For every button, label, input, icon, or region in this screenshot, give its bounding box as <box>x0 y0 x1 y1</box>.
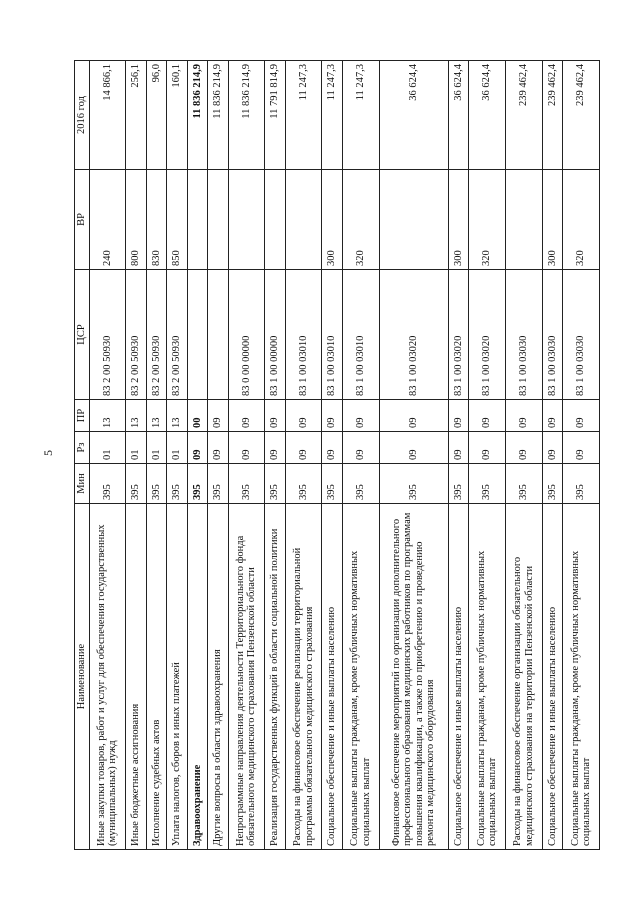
cell-csr: 83 1 00 03010 <box>322 270 342 400</box>
cell-pr: 09 <box>322 400 342 432</box>
header-name: Наименование <box>75 504 90 850</box>
cell-rz: 09 <box>342 432 379 464</box>
cell-csr: 83 1 00 03020 <box>379 270 448 400</box>
cell-csr: 83 1 00 03030 <box>542 270 562 400</box>
cell-rz: 09 <box>563 432 600 464</box>
header-min: Мин <box>75 464 90 504</box>
table-row <box>167 61 187 850</box>
cell-name: Социальное обеспечение и иные выплаты населению <box>448 504 468 850</box>
cell-pr: 13 <box>89 400 126 432</box>
header-year: 2016 год <box>75 61 90 170</box>
cell-amount: 36 624,4 <box>379 61 448 170</box>
cell-amount: 256,1 <box>126 61 146 170</box>
cell-rz: 01 <box>146 432 166 464</box>
cell-vr: 320 <box>342 170 379 270</box>
cell-pr: 09 <box>448 400 468 432</box>
cell-csr <box>187 270 207 400</box>
cell-min: 395 <box>448 464 468 504</box>
cell-pr: 00 <box>187 400 207 432</box>
cell-csr: 83 2 00 50930 <box>167 270 187 400</box>
cell-name: Уплата налогов, сборов и иных платежей <box>167 504 187 850</box>
table-row <box>322 61 342 850</box>
table-row <box>208 61 228 850</box>
cell-name: Иные закупки товаров, работ и услуг для обеспечения государственных (муниципальных) нужд <box>89 504 126 850</box>
cell-vr <box>208 170 228 270</box>
cell-amount: 239 462,4 <box>542 61 562 170</box>
cell-pr: 13 <box>126 400 146 432</box>
cell-name: Финансовое обеспечение мероприятий по организации дополнительного профессионального образования медицинских работников по программам повышения квалификации, а также по приобретению и проведению ремонта медицинского оборудования <box>379 504 448 850</box>
cell-csr: 83 1 00 03030 <box>505 270 542 400</box>
header-pr: ПР <box>75 400 90 432</box>
cell-min: 395 <box>505 464 542 504</box>
table-row <box>469 61 506 850</box>
cell-pr: 13 <box>167 400 187 432</box>
header-rz: Рз <box>75 432 90 464</box>
cell-name: Иные бюджетные ассигнования <box>126 504 146 850</box>
cell-amount: 11 836 214,9 <box>187 61 207 170</box>
table-row <box>542 61 562 850</box>
cell-name: Другие вопросы в области здравоохранения <box>208 504 228 850</box>
cell-name: Социальные выплаты гражданам, кроме публичных нормативных социальных выплат <box>342 504 379 850</box>
cell-vr: 320 <box>469 170 506 270</box>
cell-amount: 239 462,4 <box>505 61 542 170</box>
cell-min: 395 <box>167 464 187 504</box>
cell-pr: 09 <box>505 400 542 432</box>
cell-min: 395 <box>208 464 228 504</box>
table-row <box>228 61 265 850</box>
cell-name: Реализация государственных функций в области социальной политики <box>265 504 285 850</box>
cell-csr: 83 2 00 50930 <box>126 270 146 400</box>
table-row <box>187 61 207 850</box>
cell-min: 395 <box>342 464 379 504</box>
cell-pr: 09 <box>265 400 285 432</box>
cell-rz: 09 <box>208 432 228 464</box>
cell-amount: 11 247,3 <box>322 61 342 170</box>
cell-min: 395 <box>146 464 166 504</box>
cell-rz: 09 <box>265 432 285 464</box>
table-row <box>285 61 322 850</box>
cell-pr: 13 <box>146 400 166 432</box>
cell-name: Социальное обеспечение и иные выплаты населению <box>322 504 342 850</box>
cell-vr: 800 <box>126 170 146 270</box>
cell-name: Социальное обеспечение и иные выплаты населению <box>542 504 562 850</box>
cell-min: 395 <box>187 464 207 504</box>
cell-min: 395 <box>469 464 506 504</box>
cell-vr <box>285 170 322 270</box>
cell-min: 395 <box>285 464 322 504</box>
cell-amount: 36 624,4 <box>469 61 506 170</box>
cell-pr: 09 <box>542 400 562 432</box>
cell-vr: 830 <box>146 170 166 270</box>
table-row <box>563 61 600 850</box>
table-row <box>146 61 166 850</box>
cell-amount: 14 866,1 <box>89 61 126 170</box>
cell-pr: 09 <box>563 400 600 432</box>
cell-vr: 300 <box>322 170 342 270</box>
cell-min: 395 <box>126 464 146 504</box>
cell-vr: 240 <box>89 170 126 270</box>
cell-min: 395 <box>379 464 448 504</box>
cell-min: 395 <box>563 464 600 504</box>
cell-rz: 09 <box>187 432 207 464</box>
header-vr: ВР <box>75 170 90 270</box>
cell-rz: 01 <box>167 432 187 464</box>
cell-min: 395 <box>265 464 285 504</box>
cell-vr <box>379 170 448 270</box>
page-number: 5 <box>41 450 55 456</box>
cell-csr: 83 1 00 03030 <box>563 270 600 400</box>
cell-rz: 09 <box>448 432 468 464</box>
table-row <box>265 61 285 850</box>
cell-rz: 09 <box>379 432 448 464</box>
cell-rz: 01 <box>126 432 146 464</box>
cell-min: 395 <box>322 464 342 504</box>
cell-vr <box>228 170 265 270</box>
cell-name: Социальные выплаты гражданам, кроме публичных нормативных социальных выплат <box>563 504 600 850</box>
cell-rz: 09 <box>285 432 322 464</box>
cell-rz: 09 <box>542 432 562 464</box>
table-row <box>379 61 448 850</box>
cell-min: 395 <box>542 464 562 504</box>
cell-vr <box>187 170 207 270</box>
cell-name: Непрограммные направления деятельности Территориального фонда обязательного медицинского страхования Пензенской области <box>228 504 265 850</box>
cell-amount: 11 247,3 <box>285 61 322 170</box>
cell-amount: 11 836 214,9 <box>228 61 265 170</box>
cell-pr: 09 <box>342 400 379 432</box>
cell-csr: 83 1 00 00000 <box>265 270 285 400</box>
cell-vr: 850 <box>167 170 187 270</box>
cell-pr: 09 <box>379 400 448 432</box>
cell-vr <box>505 170 542 270</box>
cell-vr <box>265 170 285 270</box>
cell-min: 395 <box>228 464 265 504</box>
cell-csr: 83 1 00 03020 <box>448 270 468 400</box>
cell-name: Расходы на финансовое обеспечение реализации территориальной программы обязательного медицинского страхования <box>285 504 322 850</box>
cell-min: 395 <box>89 464 126 504</box>
cell-vr: 300 <box>448 170 468 270</box>
cell-amount: 239 462,4 <box>563 61 600 170</box>
header-row <box>75 61 90 850</box>
table-row <box>505 61 542 850</box>
budget-table <box>74 60 600 850</box>
cell-csr: 83 0 00 00000 <box>228 270 265 400</box>
cell-pr: 09 <box>228 400 265 432</box>
table-body <box>89 61 600 850</box>
cell-vr: 320 <box>563 170 600 270</box>
cell-csr: 83 1 00 03020 <box>469 270 506 400</box>
rotated-table-frame <box>74 61 600 850</box>
cell-pr: 09 <box>469 400 506 432</box>
table-row <box>126 61 146 850</box>
cell-amount: 96,0 <box>146 61 166 170</box>
cell-rz: 09 <box>469 432 506 464</box>
cell-pr: 09 <box>208 400 228 432</box>
header-csr: ЦСР <box>75 270 90 400</box>
cell-csr: 83 2 00 50930 <box>146 270 166 400</box>
cell-rz: 09 <box>505 432 542 464</box>
cell-csr: 83 1 00 03010 <box>285 270 322 400</box>
cell-amount: 36 624,4 <box>448 61 468 170</box>
cell-name: Исполнение судебных актов <box>146 504 166 850</box>
budget-table-container <box>74 61 600 850</box>
cell-amount: 160,1 <box>167 61 187 170</box>
cell-name: Здравоохранение <box>187 504 207 850</box>
table-row <box>342 61 379 850</box>
cell-rz: 09 <box>322 432 342 464</box>
cell-name: Расходы на финансовое обеспечение организации обязательного медицинского страхования на территории Пензенской области <box>505 504 542 850</box>
cell-rz: 09 <box>228 432 265 464</box>
table-row <box>448 61 468 850</box>
table-row <box>89 61 126 850</box>
cell-amount: 11 247,3 <box>342 61 379 170</box>
cell-vr: 300 <box>542 170 562 270</box>
cell-amount: 11 791 814,9 <box>265 61 285 170</box>
cell-csr: 83 1 00 03010 <box>342 270 379 400</box>
cell-rz: 01 <box>89 432 126 464</box>
cell-csr <box>208 270 228 400</box>
cell-pr: 09 <box>285 400 322 432</box>
cell-csr: 83 2 00 50930 <box>89 270 126 400</box>
cell-name: Социальные выплаты гражданам, кроме публичных нормативных социальных выплат <box>469 504 506 850</box>
cell-amount: 11 836 214,9 <box>208 61 228 170</box>
